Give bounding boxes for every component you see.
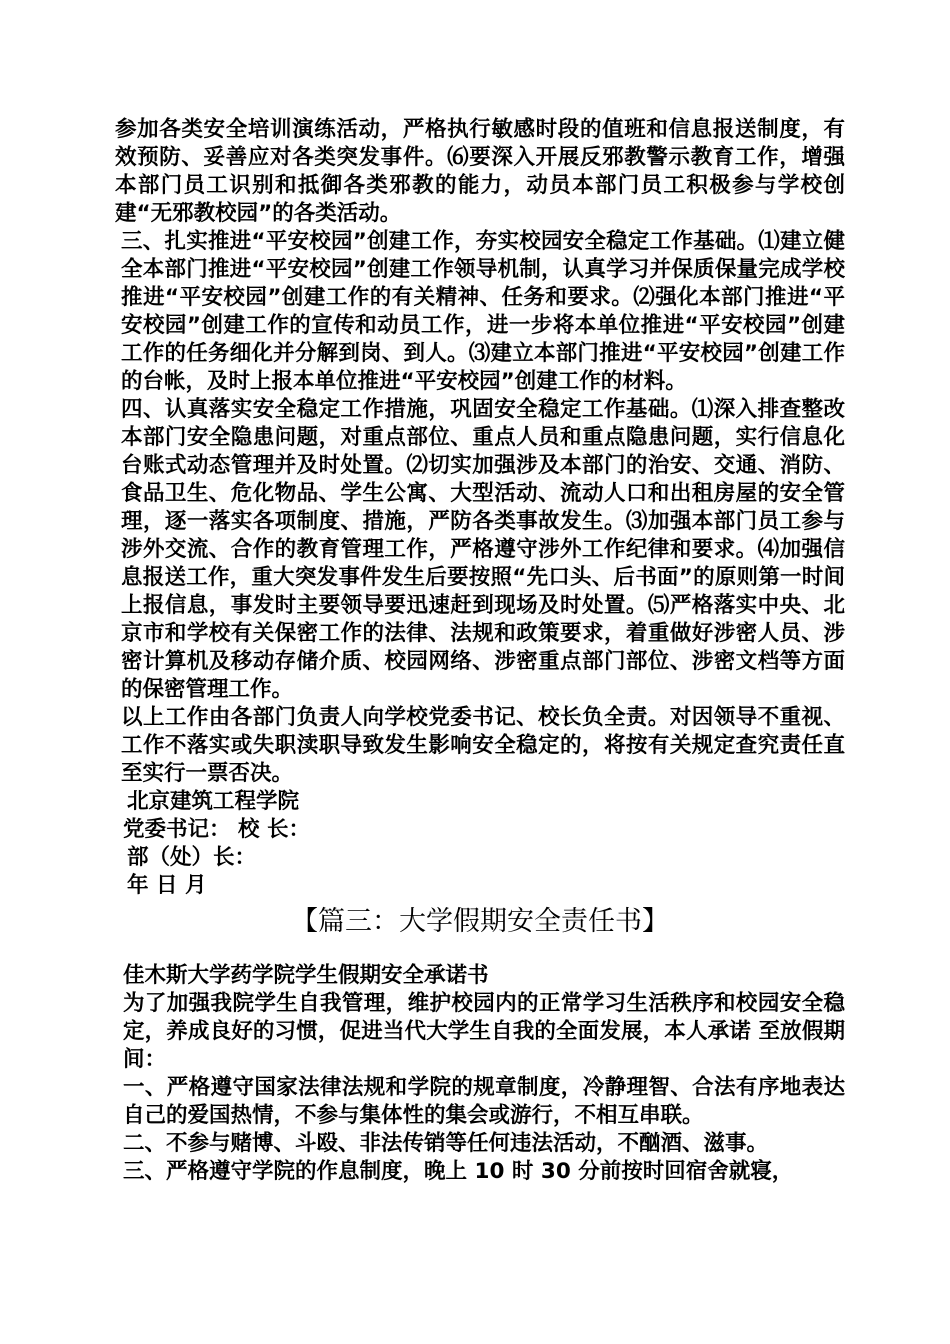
- pledge-intro-paragraph: 为了加强我院学生自我管理，维护校园内的正常学习生活秩序和校园安全稳定，养成良好的习惯，促进当代大学生自我的全面发展，本人承诺 至放假期间：: [123, 991, 845, 1072]
- pledge-item-2: 二、不参与赌博、斗殴、非法传销等任何违法活动，不酗酒、滋事。: [123, 1131, 769, 1156]
- chapter-heading: 【篇三：大学假期安全责任书】: [291, 906, 669, 937]
- spacer: [115, 952, 845, 962]
- signature-department-head: 部（处）长：: [127, 845, 257, 870]
- signature-date: 年 日 月: [127, 873, 207, 898]
- pledge-item-3: 三、严格遵守学院的作息制度，晚上 10 时 30 分前按时回宿舍就寝，: [123, 1159, 794, 1184]
- signature-secretary-principal: 党委书记： 校 长：: [123, 817, 310, 842]
- section-two-ending-paragraph: 参加各类安全培训演练活动，严格执行敏感时段的值班和信息报送制度，有效预防、妥善应对各类突发事件。⑹要深入开展反邪教警示教育工作，增强本部门员工识别和抵御各类邪教的能力，动员本部门员工积极参与学校创建“无邪教校园”的各类活动。: [115, 117, 845, 226]
- section-four-paragraph: 四、认真落实安全稳定工作措施，巩固安全稳定工作基础。⑴深入排查整改本部门安全隐患问题，对重点部位、重点人员和重点隐患问题，实行信息化台账式动态管理并及时处置。⑵切实加强涉及本部门的治安、交通、消防、食品卫生、危化物品、学生公寓、大型活动、流动人口和出租房屋的安全管理，逐一落实各项制度、措施，严防各类事故发生。⑶加强本部门员工参与涉外交流、合作的教育管理工作，严格遵守涉外工作纪律和要求。⑷加强信息报送工作，重大突发事件发生后要按照“先口头、后书面”的原则第一时间上报信息，事发时主要领导要迅速赶到现场及时处置。⑸严格落实中央、北京市和学校有关保密工作的法律、法规和政策要求，着重做好涉密人员、涉密计算机及移动存储介质、校园网络、涉密重点部门部位、涉密文档等方面的保密管理工作。: [121, 397, 845, 702]
- document-page: [115, 116, 845, 1186]
- responsibility-paragraph: 以上工作由各部门负责人向学校党委书记、校长负全责。对因领导不重视、工作不落实或失职渎职导致发生影响安全稳定的，将按有关规定查究责任直至实行一票否决。: [121, 705, 845, 786]
- section-three-paragraph: 三、扎实推进“平安校园”创建工作，夯实校园安全稳定工作基础。⑴建立健全本部门推进“平安校园”创建工作领导机制，认真学习并保质保量完成学校推进“平安校园”创建工作的有关精神、任务和要求。⑵强化本部门推进“平安校园”创建工作的宣传和动员工作，进一步将本单位推进“平安校园”创建工作的任务细化并分解到岗、到人。⑶建立本部门推进“平安校园”创建工作的台帐，及时上报本单位推进“平安校园”创建工作的材料。: [121, 229, 845, 394]
- signature-institution: 北京建筑工程学院: [127, 789, 300, 814]
- pledge-title: 佳木斯大学药学院学生假期安全承诺书: [123, 963, 489, 988]
- pledge-item-1: 一、严格遵守国家法律法规和学院的规章制度，冷静理智、合法有序地表达自己的爱国热情，不参与集体性的集会或游行，不相互串联。: [123, 1075, 845, 1128]
